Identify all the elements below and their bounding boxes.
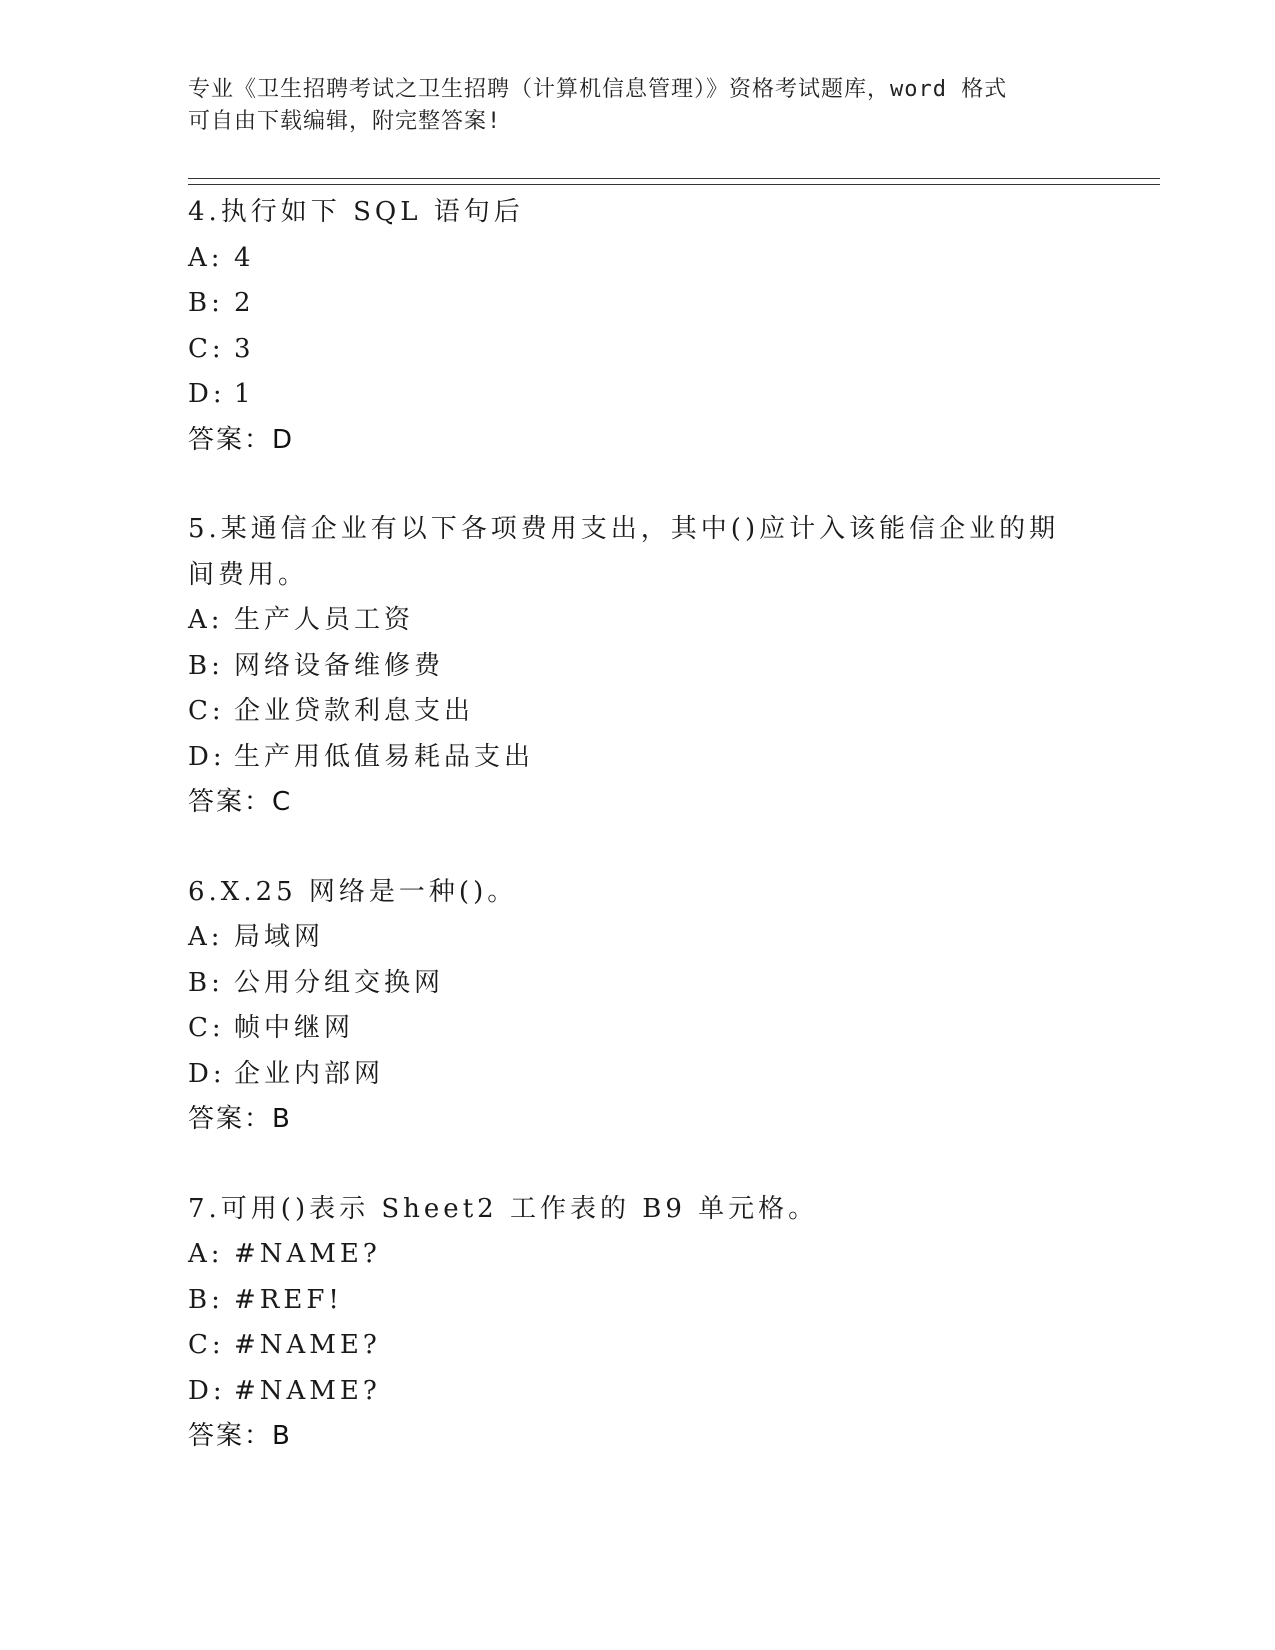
option-letter: D: — [188, 1375, 226, 1406]
option-text: 帧中继网 — [234, 1013, 355, 1043]
option-a — [188, 236, 1088, 282]
option-text: 1 — [234, 379, 255, 409]
option-letter: C: — [188, 1013, 225, 1043]
option-text: #NAME? — [234, 1375, 381, 1406]
option-d — [188, 1052, 1088, 1098]
option-d — [188, 735, 1088, 781]
option-text: 4 — [234, 242, 255, 273]
option-a — [188, 915, 1088, 961]
option-b — [188, 961, 1088, 1007]
answer-line: 答案：C — [188, 787, 293, 817]
answer-line: 答案：D — [188, 424, 295, 455]
option-letter: A: — [188, 922, 224, 952]
option-letter: B: — [188, 288, 224, 318]
question-4 — [188, 190, 1088, 463]
question-6 — [188, 870, 1088, 1143]
option-d — [188, 372, 1088, 418]
option-b — [188, 644, 1088, 690]
question-list — [188, 190, 1088, 1504]
option-letter: B: — [188, 650, 224, 681]
option-text: 局域网 — [234, 922, 325, 952]
option-text: #NAME? — [234, 1330, 381, 1360]
option-text: 生产用低值易耗品支出 — [234, 741, 535, 772]
header-note-line-2: 可自由下载编辑，附完整答案! — [188, 109, 502, 134]
option-a — [188, 1232, 1088, 1278]
answer-line: 答案：B — [188, 1104, 292, 1134]
option-letter: C: — [188, 1330, 225, 1360]
option-letter: C: — [188, 696, 225, 726]
option-text: 公用分组交换网 — [234, 967, 445, 998]
question-stem: 4.执行如下 SQL 语句后 — [188, 197, 524, 227]
header-note — [188, 74, 1068, 138]
option-c — [188, 1006, 1088, 1052]
header-divider-bottom — [188, 184, 1160, 185]
option-letter: B: — [188, 967, 224, 998]
header-note-line-1: 专业《卫生招聘考试之卫生招聘（计算机信息管理）》资格考试题库，word 格式 — [188, 77, 1008, 102]
option-letter: C: — [188, 333, 225, 364]
question-stem: 5.某通信企业有以下各项费用支出，其中()应计入该能信企业的期间费用。 — [188, 514, 1060, 590]
option-b — [188, 281, 1088, 327]
option-text: #REF! — [234, 1284, 343, 1315]
option-c — [188, 327, 1088, 373]
option-letter: A: — [188, 242, 224, 273]
option-text: 网络设备维修费 — [234, 650, 445, 681]
option-letter: D: — [188, 379, 226, 409]
option-c — [188, 689, 1088, 735]
option-d — [188, 1369, 1088, 1415]
option-text: 企业贷款利息支出 — [234, 696, 475, 726]
option-text: 3 — [234, 333, 255, 364]
option-letter: A: — [188, 1239, 224, 1269]
option-text: 企业内部网 — [234, 1058, 385, 1089]
option-a — [188, 598, 1088, 644]
answer-line: 答案：B — [188, 1421, 292, 1451]
option-letter: D: — [188, 741, 226, 772]
option-letter: D: — [188, 1058, 226, 1089]
option-letter: B: — [188, 1284, 224, 1315]
header-divider-top — [188, 178, 1160, 179]
question-stem: 7.可用()表示 Sheet2 工作表的 B9 单元格。 — [188, 1193, 819, 1224]
option-b — [188, 1278, 1088, 1324]
option-letter: A: — [188, 605, 224, 635]
option-c — [188, 1323, 1088, 1369]
question-stem: 6.X.25 网络是一种()。 — [188, 876, 518, 907]
option-text: #NAME? — [234, 1239, 381, 1269]
question-5 — [188, 507, 1088, 826]
question-7 — [188, 1187, 1088, 1460]
option-text: 生产人员工资 — [234, 605, 415, 635]
option-text: 2 — [234, 288, 255, 318]
